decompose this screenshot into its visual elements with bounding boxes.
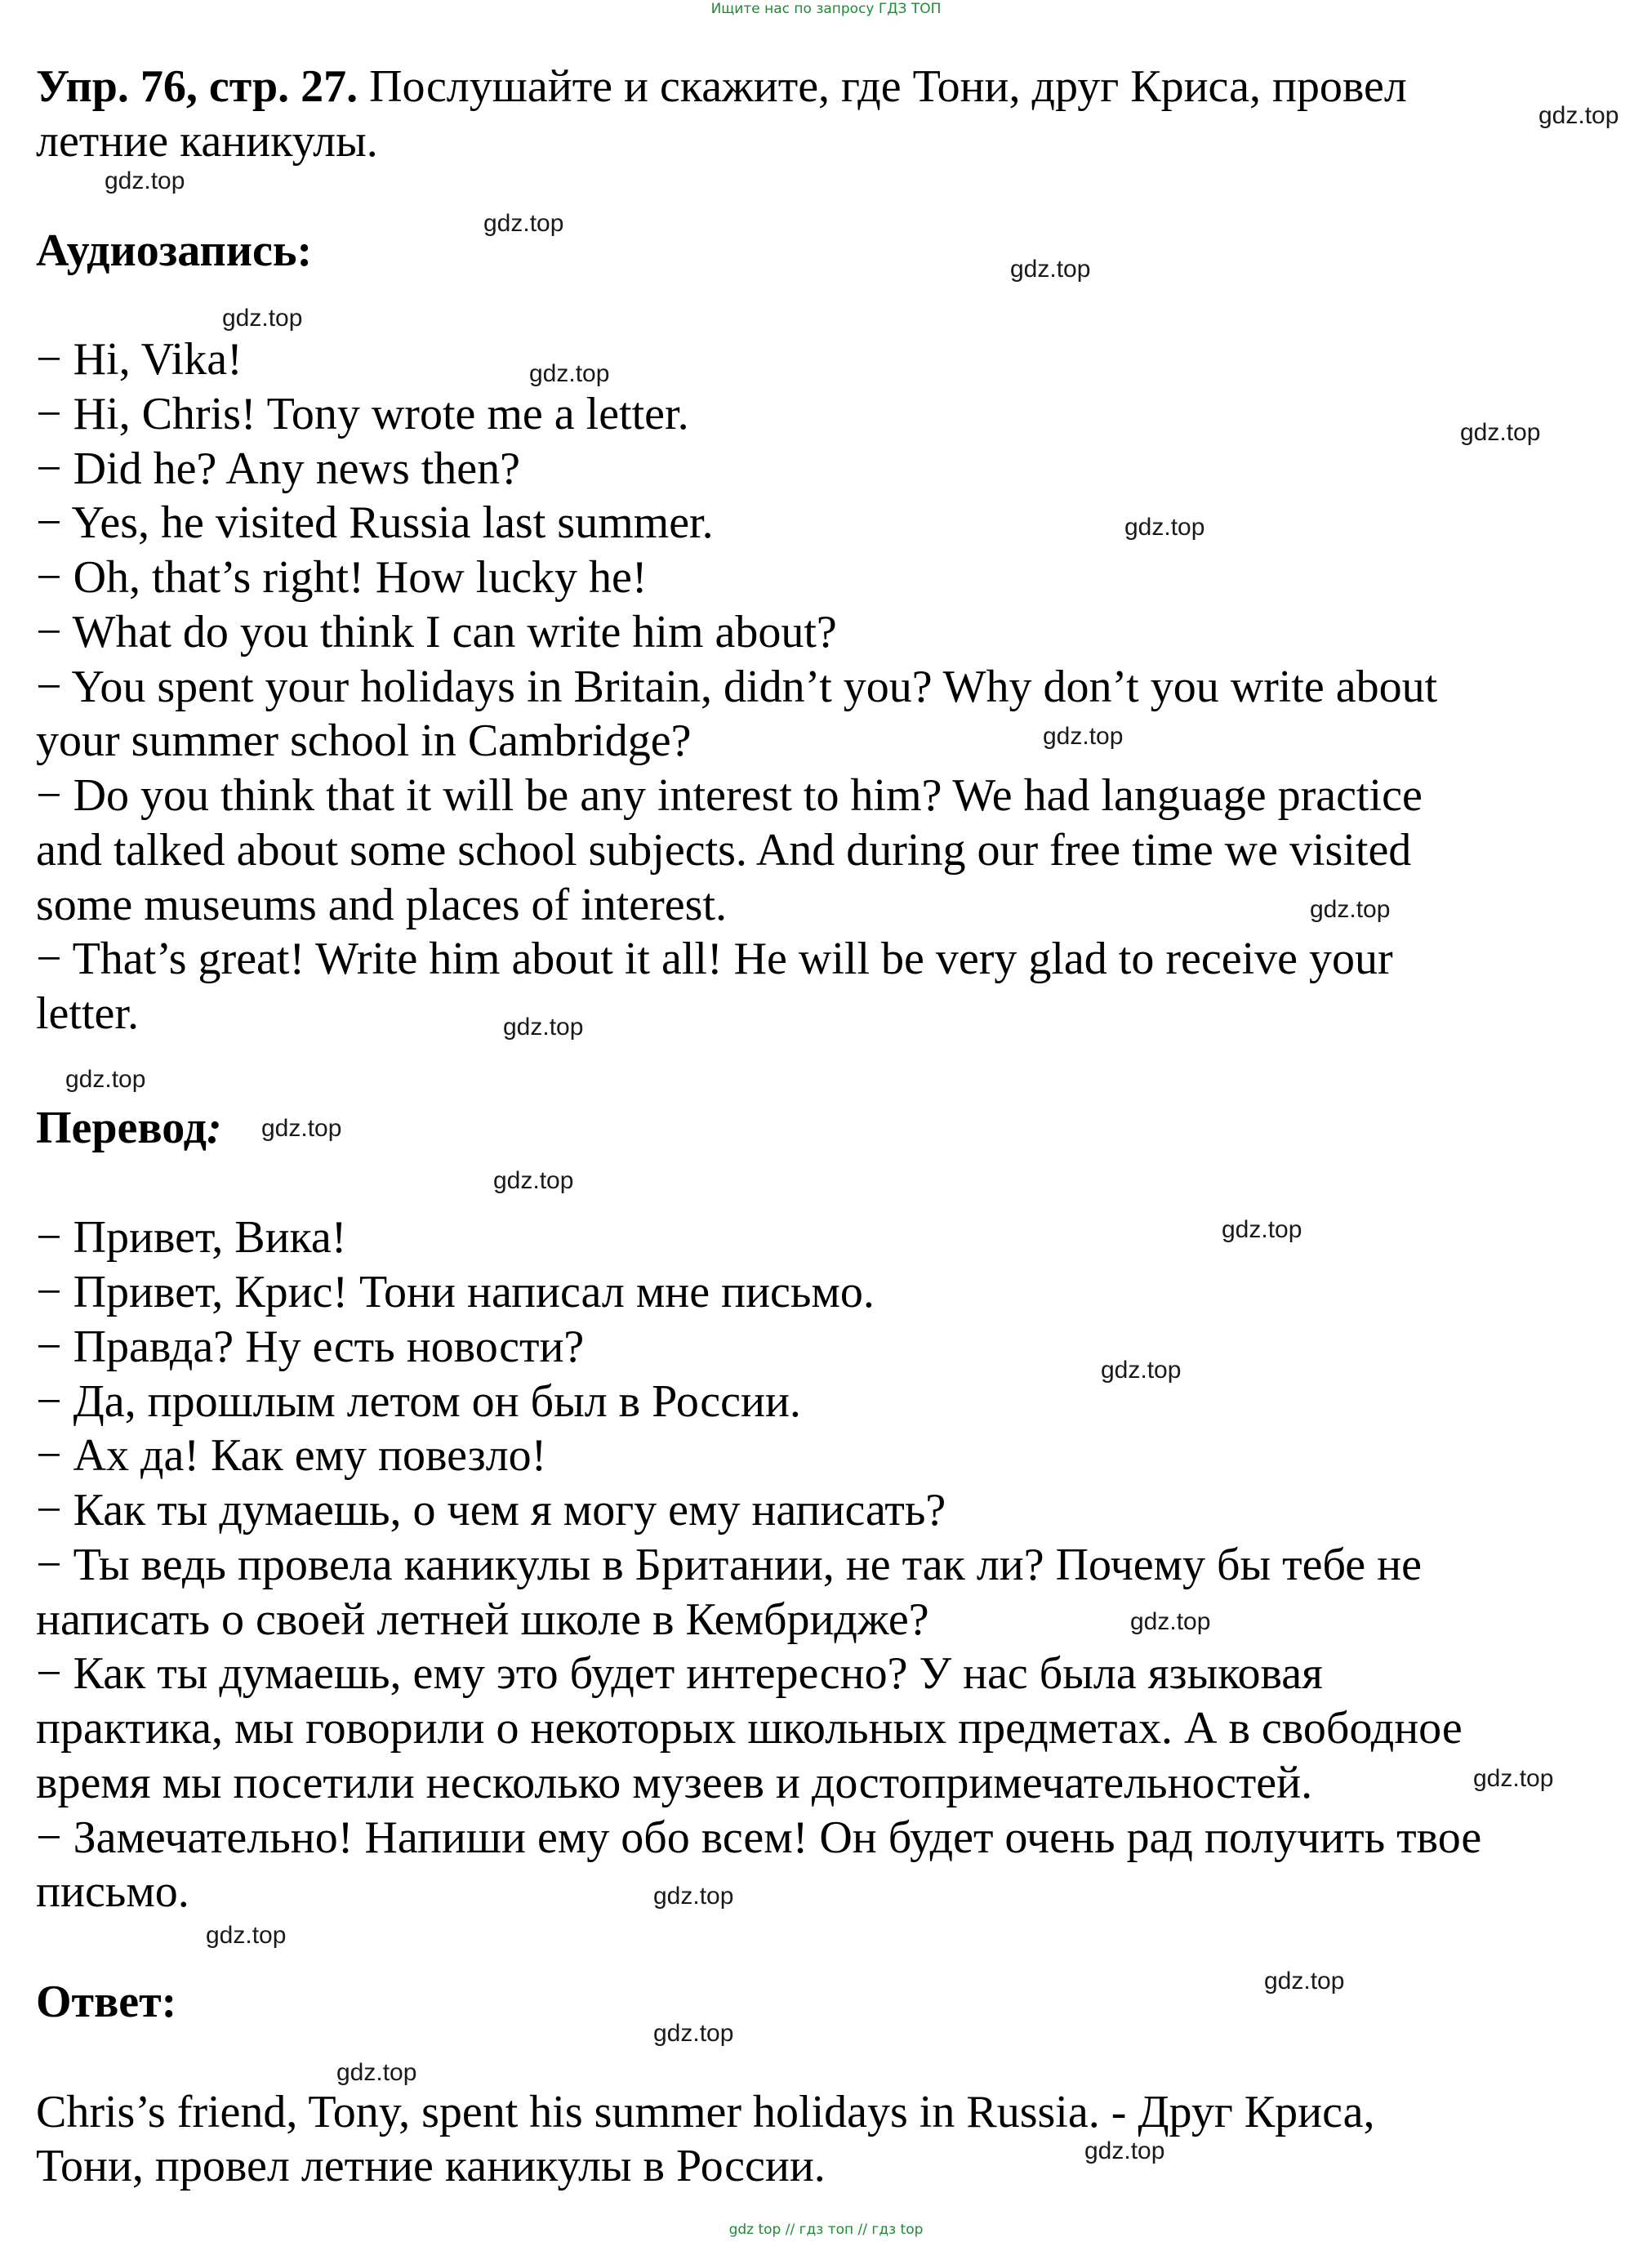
translation-line: практика, мы говорили о некоторых школьных предметах. А в свободное [36,1703,1463,1754]
watermark: gdz.top [1460,419,1541,446]
watermark: gdz.top [1084,2137,1165,2164]
translation-line: − Правда? Ну есть новости? [36,1322,585,1372]
audio-line: some museums and places of interest. [36,880,728,930]
audio-line: − Oh, that’s right! How lucky he! [36,552,648,603]
audio-line: your summer school in Cambridge? [36,715,692,766]
audio-line: letter. [36,988,139,1039]
translation-line: − Как ты думаешь, о чем я могу ему написать? [36,1485,946,1536]
audio-line: − Hi, Chris! Tony wrote me a letter. [36,389,689,439]
top-banner: Ищите нас по запросу ГДЗ ТОП [710,1,942,17]
audio-line: − Did he? Any news then? [36,443,521,494]
watermark: gdz.top [1010,256,1091,283]
watermark: gdz.top [1101,1357,1182,1384]
translation-line: − Привет, Крис! Тони написал мне письмо. [36,1267,875,1317]
watermark: gdz.top [653,2020,734,2047]
audio-line: − Yes, he visited Russia last summer. [36,497,714,548]
watermark: gdz.top [261,1115,342,1142]
audio-line: − What do you think I can write him about? [36,607,837,657]
audio-line: − You spent your holidays in Britain, didn’t you? Why don’t you write about [36,662,1438,712]
watermark: gdz.top [483,210,564,237]
watermark: gdz.top [1538,102,1619,129]
watermark: gdz.top [493,1167,574,1194]
translation-line: время мы посетили несколько музеев и достопримечательностей. [36,1758,1313,1808]
watermark: gdz.top [1124,514,1205,541]
watermark: gdz.top [1310,896,1391,923]
translation-heading-text: Перевод [36,1103,207,1153]
audio-line: − That’s great! Write him about it all! He will be very glad to receive your [36,934,1393,984]
watermark: gdz.top [529,360,610,387]
answer-line: Chris’s friend, Tony, spent his summer holidays in Russia. - Друг Криса, [36,2087,1375,2137]
translation-line: − Ах да! Как ему повезло! [36,1430,547,1481]
task-prompt-line-2: летние каникулы. [36,116,378,167]
task-prompt-line-1: Послушайте и скажите, где Тони, друг Криса, провел [358,61,1407,112]
watermark: gdz.top [206,1922,287,1949]
answer-heading: Ответ: [36,1977,177,2027]
watermark: gdz.top [336,2059,417,2086]
translation-line: письмо. [36,1866,189,1917]
audio-line: and talked about some school subjects. And during our free time we visited [36,825,1412,876]
answer-line: Тони, провел летние каникулы в России. [36,2141,826,2191]
watermark: gdz.top [1222,1216,1302,1243]
audio-line: − Do you think that it will be any interest to him? We had language practice [36,770,1423,821]
translation-heading-colon: : [207,1103,222,1153]
watermark: gdz.top [222,305,303,332]
translation-line: − Как ты думаешь, ему это будет интересно? У нас была языковая [36,1648,1323,1699]
watermark: gdz.top [1264,1968,1345,1995]
translation-line: − Ты ведь провела каникулы в Британии, не так ли? Почему бы тебе не [36,1540,1422,1590]
watermark: gdz.top [653,1883,734,1910]
translation-line: − Да, прошлым летом он был в России. [36,1376,801,1427]
audio-line: − Hi, Vika! [36,334,243,385]
watermark: gdz.top [1043,723,1124,750]
task-number: Упр. 76, стр. 27. [36,61,358,112]
bottom-banner: gdz top // гдз топ // гдз top [728,2222,924,2238]
audio-heading: Аудиозапись: [36,225,313,276]
watermark: gdz.top [65,1066,146,1093]
watermark: gdz.top [105,167,185,194]
translation-line: − Замечательно! Напиши ему обо всем! Он будет очень рад получить твое [36,1812,1482,1863]
translation-line: − Привет, Вика! [36,1212,347,1263]
task-title-line-1 [36,60,1538,114]
watermark: gdz.top [1473,1765,1554,1792]
watermark: gdz.top [1130,1608,1211,1635]
translation-line: написать о своей летней школе в Кембридже? [36,1594,929,1645]
watermark: gdz.top [503,1014,584,1041]
